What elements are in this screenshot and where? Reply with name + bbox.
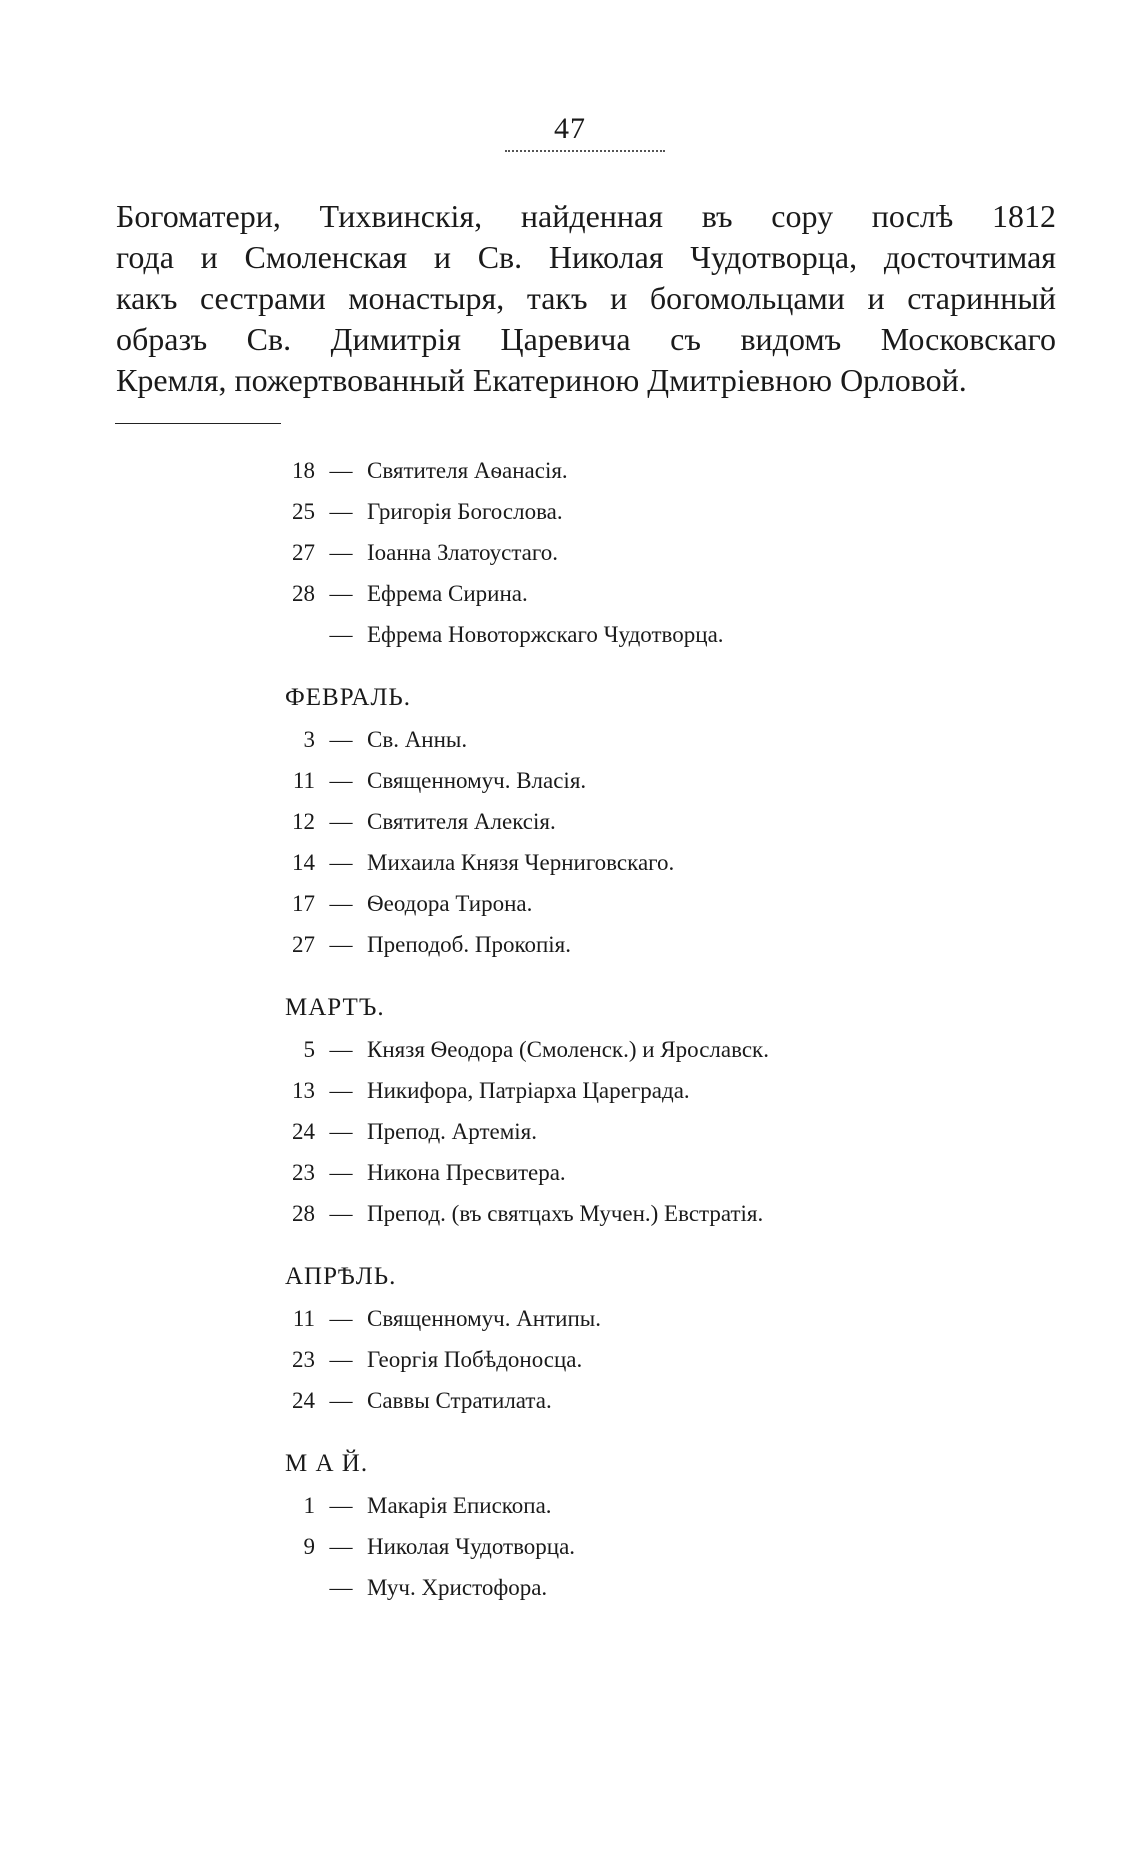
section-divider xyxy=(115,423,281,424)
entry-dash: — xyxy=(329,932,353,957)
intro-line: какъ сестрами монастыря, такъ и богомольцами и старинный xyxy=(116,280,1056,316)
entry-saint: Саввы Стратилата. xyxy=(367,1388,552,1413)
entry-day: 5 xyxy=(303,1037,315,1062)
entry-dash: — xyxy=(329,727,353,752)
page-number: 47 xyxy=(554,112,586,145)
entry-saint: Преподоб. Прокопія. xyxy=(367,932,572,957)
calendar-entry xyxy=(285,491,1045,532)
entry-saint: Ѳеодора Тирона. xyxy=(367,891,533,916)
entry-dash: — xyxy=(329,458,353,483)
calendar-entry xyxy=(285,924,1045,965)
entry-day: 27 xyxy=(292,540,315,565)
entry-day: 11 xyxy=(292,1306,315,1331)
entry-dash: — xyxy=(329,1534,353,1559)
entry-saint: Николая Чудотворца. xyxy=(367,1534,576,1559)
entry-day: 25 xyxy=(292,499,315,524)
entry-saint: Препод. Артемія. xyxy=(367,1119,538,1144)
entry-saint: Георгія Побѣдоносца. xyxy=(367,1347,583,1372)
entry-saint: Священномуч. Власія. xyxy=(367,768,587,793)
calendar-entry xyxy=(285,1526,1045,1567)
entry-saint: Михаила Князя Черниговскаго. xyxy=(367,850,675,875)
entry-dash: — xyxy=(329,1078,353,1103)
entry-dash: — xyxy=(329,1493,353,1518)
entry-day: 1 xyxy=(303,1493,315,1518)
calendar-entry xyxy=(285,1485,1045,1526)
calendar-entry xyxy=(285,1152,1045,1193)
calendar-entry xyxy=(285,719,1045,760)
entry-day: 28 xyxy=(292,581,315,606)
calendar-entry xyxy=(285,1339,1045,1380)
calendar-entry xyxy=(285,1029,1045,1070)
saints-calendar xyxy=(285,450,1045,1608)
calendar-entry xyxy=(285,842,1045,883)
entry-dash: — xyxy=(329,768,353,793)
entry-dash: — xyxy=(329,1037,353,1062)
entry-saint: Священномуч. Антипы. xyxy=(367,1306,601,1331)
entry-saint: Св. Анны. xyxy=(367,727,468,752)
entry-saint: Никифора, Патріарха Цареграда. xyxy=(367,1078,690,1103)
entry-day: 28 xyxy=(292,1201,315,1226)
entry-dash: — xyxy=(329,850,353,875)
calendar-entry xyxy=(285,1070,1045,1111)
entry-day: 12 xyxy=(292,809,315,834)
entry-day: 9 xyxy=(303,1534,315,1559)
entry-day: 23 xyxy=(292,1160,315,1185)
calendar-entry xyxy=(285,883,1045,924)
entry-dash: — xyxy=(329,540,353,565)
entry-saint: Святителя Алексія. xyxy=(367,809,556,834)
entry-day: 11 xyxy=(292,768,315,793)
entry-saint: Ефрема Новоторжскаго Чудотворца. xyxy=(367,622,724,647)
entry-saint: Григорія Богослова. xyxy=(367,499,563,524)
intro-line: Кремля, пожертвованный Екатериною Дмитріевною Орловой. xyxy=(116,362,967,398)
entry-dash: — xyxy=(329,1388,353,1413)
entry-dash: — xyxy=(329,581,353,606)
entry-day: 24 xyxy=(292,1119,315,1144)
page-number-ornament xyxy=(505,150,665,162)
entry-dash: — xyxy=(329,809,353,834)
entry-saint: Никона Пресвитера. xyxy=(367,1160,566,1185)
entry-dash: — xyxy=(329,1347,353,1372)
entry-day: 17 xyxy=(292,891,315,916)
entry-day: 27 xyxy=(292,932,315,957)
entry-dash: — xyxy=(329,1306,353,1331)
calendar-entry xyxy=(285,801,1045,842)
entry-saint: Князя Ѳеодора (Смоленск.) и Ярославск. xyxy=(367,1037,769,1062)
calendar-entry xyxy=(285,760,1045,801)
entry-day: 18 xyxy=(292,458,315,483)
entry-dash: — xyxy=(329,499,353,524)
month-heading: АПРѢЛЬ. xyxy=(285,1263,397,1290)
entry-saint: Макарія Епископа. xyxy=(367,1493,552,1518)
calendar-entry xyxy=(285,1567,1045,1608)
entry-day xyxy=(285,614,315,655)
entry-saint: Іоанна Златоустаго. xyxy=(367,540,558,565)
entry-day: 14 xyxy=(292,850,315,875)
calendar-entry xyxy=(285,614,1045,655)
calendar-entry xyxy=(285,1193,1045,1234)
intro-paragraph xyxy=(116,196,1056,401)
calendar-entry xyxy=(285,1380,1045,1421)
calendar-entry xyxy=(285,573,1045,614)
entry-day: 23 xyxy=(292,1347,315,1372)
month-heading: М А Й. xyxy=(285,1450,369,1477)
entry-dash: — xyxy=(329,1201,353,1226)
entry-dash: — xyxy=(329,1160,353,1185)
entry-day: 13 xyxy=(292,1078,315,1103)
entry-day: 3 xyxy=(303,727,315,752)
month-heading: ФЕВРАЛЬ. xyxy=(285,684,412,711)
intro-line: Богоматери, Тихвинскія, найденная въ сору послѣ 1812 xyxy=(116,198,1056,234)
entry-saint: Святителя Аѳанасія. xyxy=(367,458,568,483)
calendar-entry xyxy=(285,450,1045,491)
entry-dash: — xyxy=(329,1575,353,1600)
entry-dash: — xyxy=(329,891,353,916)
calendar-entry xyxy=(285,1298,1045,1339)
entry-dash: — xyxy=(329,1119,353,1144)
entry-day xyxy=(285,1567,315,1608)
entry-saint: Ефрема Сирина. xyxy=(367,581,528,606)
entry-dash: — xyxy=(329,622,353,647)
entry-day: 24 xyxy=(292,1388,315,1413)
month-heading: МАРТЪ. xyxy=(285,994,385,1021)
intro-line: года и Смоленская и Св. Николая Чудотворца, досточтимая xyxy=(116,239,1056,275)
entry-saint: Муч. Христофора. xyxy=(367,1575,548,1600)
calendar-entry xyxy=(285,532,1045,573)
entry-saint: Препод. (въ святцахъ Мучен.) Евстратія. xyxy=(367,1201,764,1226)
calendar-entry xyxy=(285,1111,1045,1152)
intro-line: образъ Св. Димитрія Царевича съ видомъ Московскаго xyxy=(116,321,1056,357)
